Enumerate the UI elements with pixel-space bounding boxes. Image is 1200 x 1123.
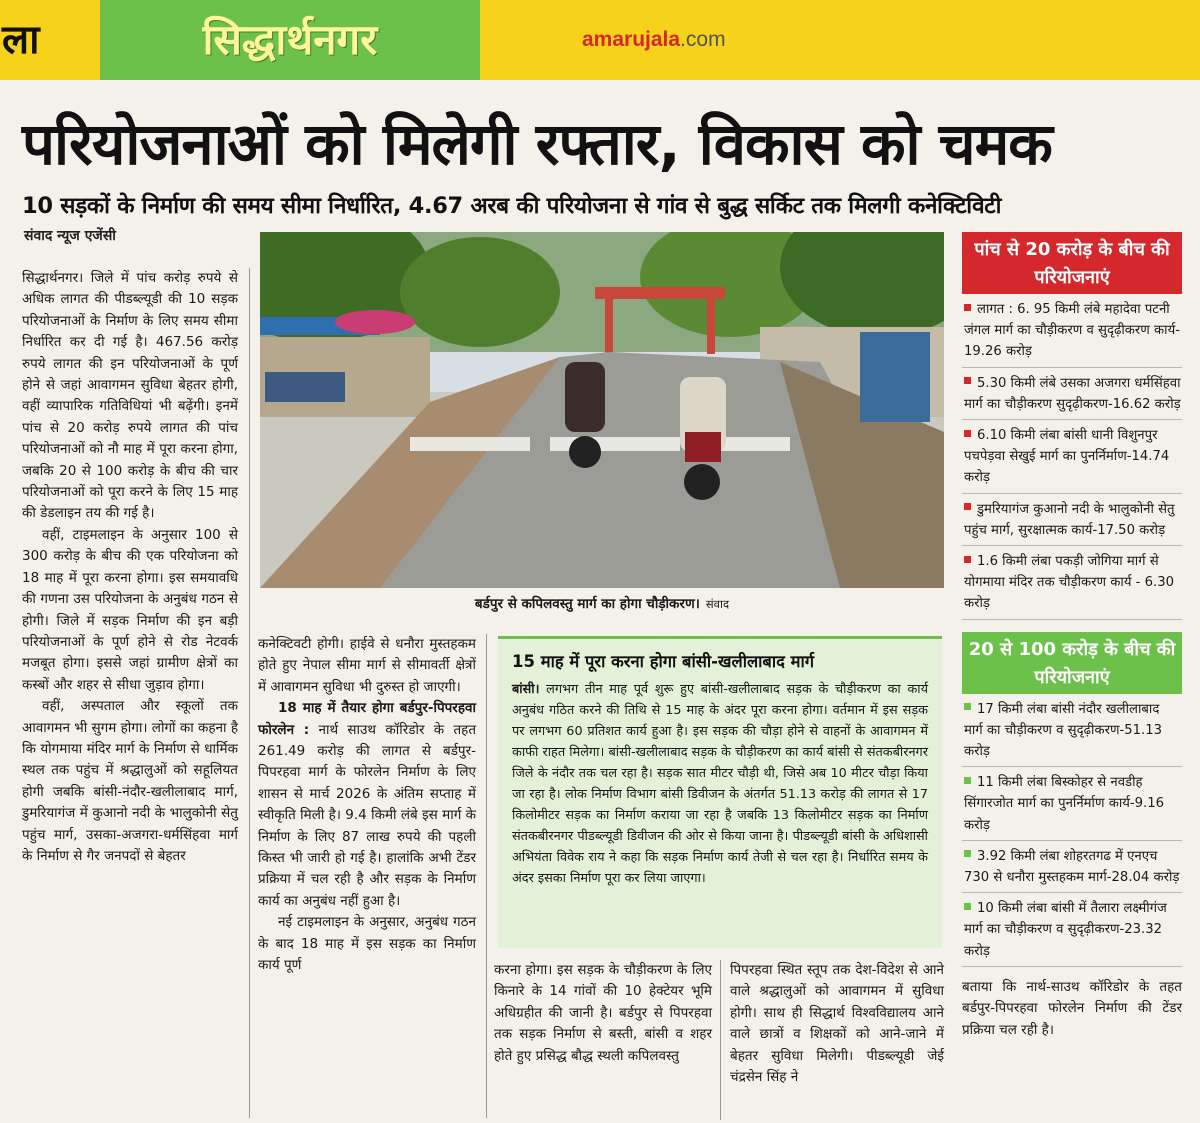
bullet-square-icon: [964, 377, 971, 384]
site-logo[interactable]: [582, 28, 726, 52]
box-text: [512, 679, 928, 889]
column-divider: [486, 634, 487, 1118]
list-item: [962, 893, 1182, 967]
edition-fragment: ला: [2, 17, 40, 63]
paragraph: वहीं, अस्पताल और स्कूलों तक आवागमन भी सुगम होगा। लोगों का कहना है कि योगमाया मंदिर मार्ग के निर्माण से धार्मिक स्थल तक पहुंच में श्रद्धालुओं को सहूलियत होगी जबकि बांसी-नंदौर-खलीलाबाद मार्ग, डुमरियागंज में कुआनो नदी के भालुकोनी सेतु पहुंच मार्ग, उसका-अजगरा-धर्मसिंहवा मार्ग के निर्माण से गैर जनपदों से बेहतर: [22, 698, 238, 864]
project-list-20-100-crore: [962, 694, 1182, 967]
bullet-square-icon: [964, 703, 971, 710]
project-text: 6.10 किमी लंबा बांसी धानी विशुनपुर पचपेड़वा सेखुई मार्ग का पुनर्निर्माण-14.74 करोड़: [964, 428, 1170, 486]
list-item: [962, 841, 1182, 893]
paragraph: [258, 698, 476, 912]
paragraph: पिपरहवा स्थित स्तूप तक देश-विदेश से आने वाले श्रद्धालुओं को आवागमन में सुविधा होगी। साथ ही सिद्धार्थ विश्वविद्यालय आने वाले छात्रों व शिक्षकों को आने-जाने में बेहतर सुविधा मिलेगी। पीडब्ल्यूडी जेई चंद्रसेन सिंह ने: [730, 962, 944, 1086]
list-item: [962, 694, 1182, 768]
project-text: 10 किमी लंबा बांसी में तैलारा लक्ष्मीगंज मार्ग का चौड़ीकरण व सुदृढ़ीकरण-23.32 करोड़: [964, 901, 1167, 959]
logo-brand: amarujala: [582, 28, 681, 51]
project-text: 17 किमी लंबा बांसी नंदौर खलीलाबाद मार्ग का चौड़ीकरण व सुदृढ़ीकरण-51.13 करोड़: [964, 701, 1163, 760]
caption-text: बर्डपुर से कपिलवस्तु मार्ग का होगा चौड़ीकरण।: [474, 596, 700, 612]
project-text: लागत : 6. 95 किमी लंबे महादेवा पटनी जंगल मार्ग का चौड़ीकरण व सुदृढ़ीकरण कार्य- 19.26 करोड़: [964, 302, 1180, 360]
photo-credit: संवाद: [705, 597, 730, 611]
list-item: [962, 546, 1182, 620]
photo-caption: [260, 594, 944, 612]
logo-domain: .com: [680, 28, 726, 51]
projects-sidebar: [962, 232, 1182, 1117]
list-item: [962, 420, 1182, 494]
bullet-square-icon: [964, 850, 971, 857]
bullet-square-icon: [964, 430, 971, 437]
subsection-text: नार्थ साउथ कॉरिडोर के तहत 261.49 करोड़ की लागत से बर्डपुर-पिपरहवा मार्ग के फोरलेन निर्माण के लिए शासन से मार्च 2026 के अंतिम सप्ताह में स्वीकृति मिली है। 9.4 किमी लंबे इस मार्ग के निर्माण के लिए 87 लाख रुपये की पहली किस्त भी जारी हो गई है। हालांकि अभी टेंडर प्रक्रिया में चल रही है और सड़क के निर्माण कार्य का अनुबंध नहीं हुआ है।: [258, 721, 477, 909]
project-text: 3.92 किमी लंबा शोहरतगढ में एनएच 730 से धनौरा मुस्तहकम मार्ग-28.04 करोड़: [964, 848, 1180, 886]
list-item: [962, 294, 1182, 368]
paragraph: कनेक्टिवटी होगी। हाईवे से धनौरा मुस्तहकम होते हुए नेपाल सीमा मार्ग से सीमावर्ती क्षेत्रों में आवागमन सुविधा भी दुरुस्त हो जाएगी।: [258, 636, 476, 695]
column-divider: [720, 960, 721, 1120]
paragraph: सिद्धार्थनगर। जिले में पांच करोड़ रुपये से अधिक लागत की पीडब्ल्यूडी की 10 सड़क परियोजनाओं के निर्माण के लिए समय सीमा निर्धारित कर दी गई है। 467.56 करोड़ रुपये लागत की इन परियोजनाओं के पूर्ण होने से जहां आवागमन सुविधा बेहतर होगी, वहीं व्यापारिक गतिविधियां भी बढ़ेंगी। इनमें पांच से 20 करोड़ रुपये लागत की पांच परियोजनाओं को नौ माह में पूरा करना होगा, जबकि 20 से 100 करोड़ के बीच की चार परियोजनाओं को पूरा करने के लिए 15 माह की डेडलाइन तय की गई है।: [22, 270, 238, 522]
box-title: 15 माह में पूरा करना होगा बांसी-खलीलाबाद मार्ग: [512, 652, 815, 671]
paragraph: वहीं, टाइमलाइन के अनुसार 100 से 300 करोड़ के बीच की एक परियोजना को 18 माह में पूरा करना होगा। इस समयावधि की गणना उस परियोजना के अनुबंध गठन से होगी। जिले में सड़क निर्माण की इन बड़ी परियोजनाओं के पूर्ण होने से रोड नेटवर्क मजबूत होगा। इससे जहां ग्रामीण क्षेत्रों का कस्बों और शहर से सीधा जुड़ाव होगा।: [22, 526, 238, 693]
box-dateline: बांसी।: [512, 682, 540, 697]
paragraph: करना होगा। इस सड़क के चौड़ीकरण के लिए किनारे के 14 गांवों की 10 हेक्टेयर भूमि अधिग्रहीत की जानी है। बर्डपुर से पिपरहवा तक सड़क निर्माण से बस्ती, बांसी व शहर होते हुए प्रसिद्ध बौद्ध स्थली कपिलवस्तु: [494, 962, 712, 1064]
subsection-heading: 18 माह में तैयार होगा बर्डपुर-पिपरहवा फोरलेन :: [258, 700, 476, 738]
masthead: [0, 0, 1200, 80]
bullet-square-icon: [964, 903, 971, 910]
article-column-3: [494, 960, 712, 1120]
article-column-4: [730, 960, 944, 1120]
project-text: 1.6 किमी लंबा पकड़ी जोगिया मार्ग से योगमाया मंदिर तक चौड़ीकरण कार्य - 6.30 करोड़: [964, 554, 1174, 612]
bullet-square-icon: [964, 777, 971, 784]
bullet-square-icon: [964, 556, 971, 563]
news-photo: [260, 232, 944, 588]
column-divider: [249, 268, 250, 1118]
city-banner: [100, 0, 480, 80]
list-item: [962, 494, 1182, 546]
sidebar-footer-text: बताया कि नार्थ-साउथ कॉरिडोर के तहत बर्डपुर-पिपरहवा फोरलेन निर्माण की टेंडर प्रक्रिया चल रही है।: [962, 978, 1182, 1038]
bullet-square-icon: [964, 503, 971, 510]
city-name: सिद्धार्थनगर: [202, 15, 378, 64]
sidebar-heading-5-20-crore: पांच से 20 करोड़ के बीच की परियोजनाएं: [962, 232, 1182, 294]
byline-agency: संवाद न्यूज एजेंसी: [24, 228, 116, 244]
project-text: डुमरियागंज कुआनो नदी के भालुकोनी सेतु पहुंच मार्ग, सुरक्षात्मक कार्य-17.50 करोड़: [964, 501, 1175, 538]
road-scene-illustration: [260, 232, 944, 588]
project-text: 5.30 किमी लंबे उसका अजगरा धर्मसिंहवा मार्ग का चौड़ीकरण सुदृढ़ीकरण-16.62 करोड़: [964, 375, 1181, 412]
paragraph: नई टाइमलाइन के अनुसार, अनुबंध गठन के बाद 18 माह में इस सड़क का निर्माण कार्य पूर्ण: [258, 914, 476, 974]
bullet-square-icon: [964, 304, 971, 311]
subheadline: 10 सड़कों के निर्माण की समय सीमा निर्धारित, 4.67 अरब की परियोजना से गांव से बुद्ध सर्किट तक मिलगी कनेक्टिविटी: [22, 193, 1002, 219]
project-list-5-20-crore: [962, 294, 1182, 620]
list-item: [962, 368, 1182, 420]
article-column-1: [22, 268, 238, 1118]
highlight-box: [498, 636, 942, 948]
article-column-2: [258, 634, 476, 1118]
sidebar-heading-20-100-crore: 20 से 100 करोड़ के बीच की परियोजनाएं: [962, 632, 1182, 694]
list-item: [962, 767, 1182, 841]
box-body: लगभग तीन माह पूर्व शुरू हुए बांसी-खलीलाबाद सड़क के चौड़ीकरण का कार्य अनुबंध गठित करने की तिथि से 15 माह के अंदर पूरा करना होगा। वर्तमान में इस सड़क पर लगभग 60 प्रतिशत कार्य हुआ है। इस सड़क की चौड़ा होने से वाहनों के आवागमन में काफी राहत मिलेगा। बांसी-खलीलाबाद सड़क के चौड़ीकरण का कार्य बांसी से संतकबीरनगर जिले के नंदौर तक चल रहा है। सड़क सात मीटर चौड़ी थी, जिसे अब 10 मीटर चौड़ा किया जा रहा है। लोक निर्माण विभाग बांसी डिवीजन के अंतर्गत 51.13 करोड़ की लागत से 17 किलोमीटर सड़क का निर्माण कराया जा रहा है जबकि 13 किलोमीटर सड़क का निर्माण संतकबीरनगर पीडब्ल्यूडी डिवीजन की ओर से किया जाना है। पीडब्ल्यूडी बांसी के अधिशासी अभियंता विवेक राय ने कहा कि सड़क निर्माण कार्य तेजी से चल रहा है। निर्धारित समय के अंदर इसका निर्माण पूरा कर लिया जाएगा।: [512, 682, 929, 886]
headline: परियोजनाओं को मिलेगी रफ्तार, विकास को चमक: [22, 110, 1052, 178]
project-text: 11 किमी लंबा बिस्कोहर से नवडीह सिंगारजोत मार्ग का पुनर्निर्माण कार्य-9.16 करोड़: [964, 775, 1165, 833]
